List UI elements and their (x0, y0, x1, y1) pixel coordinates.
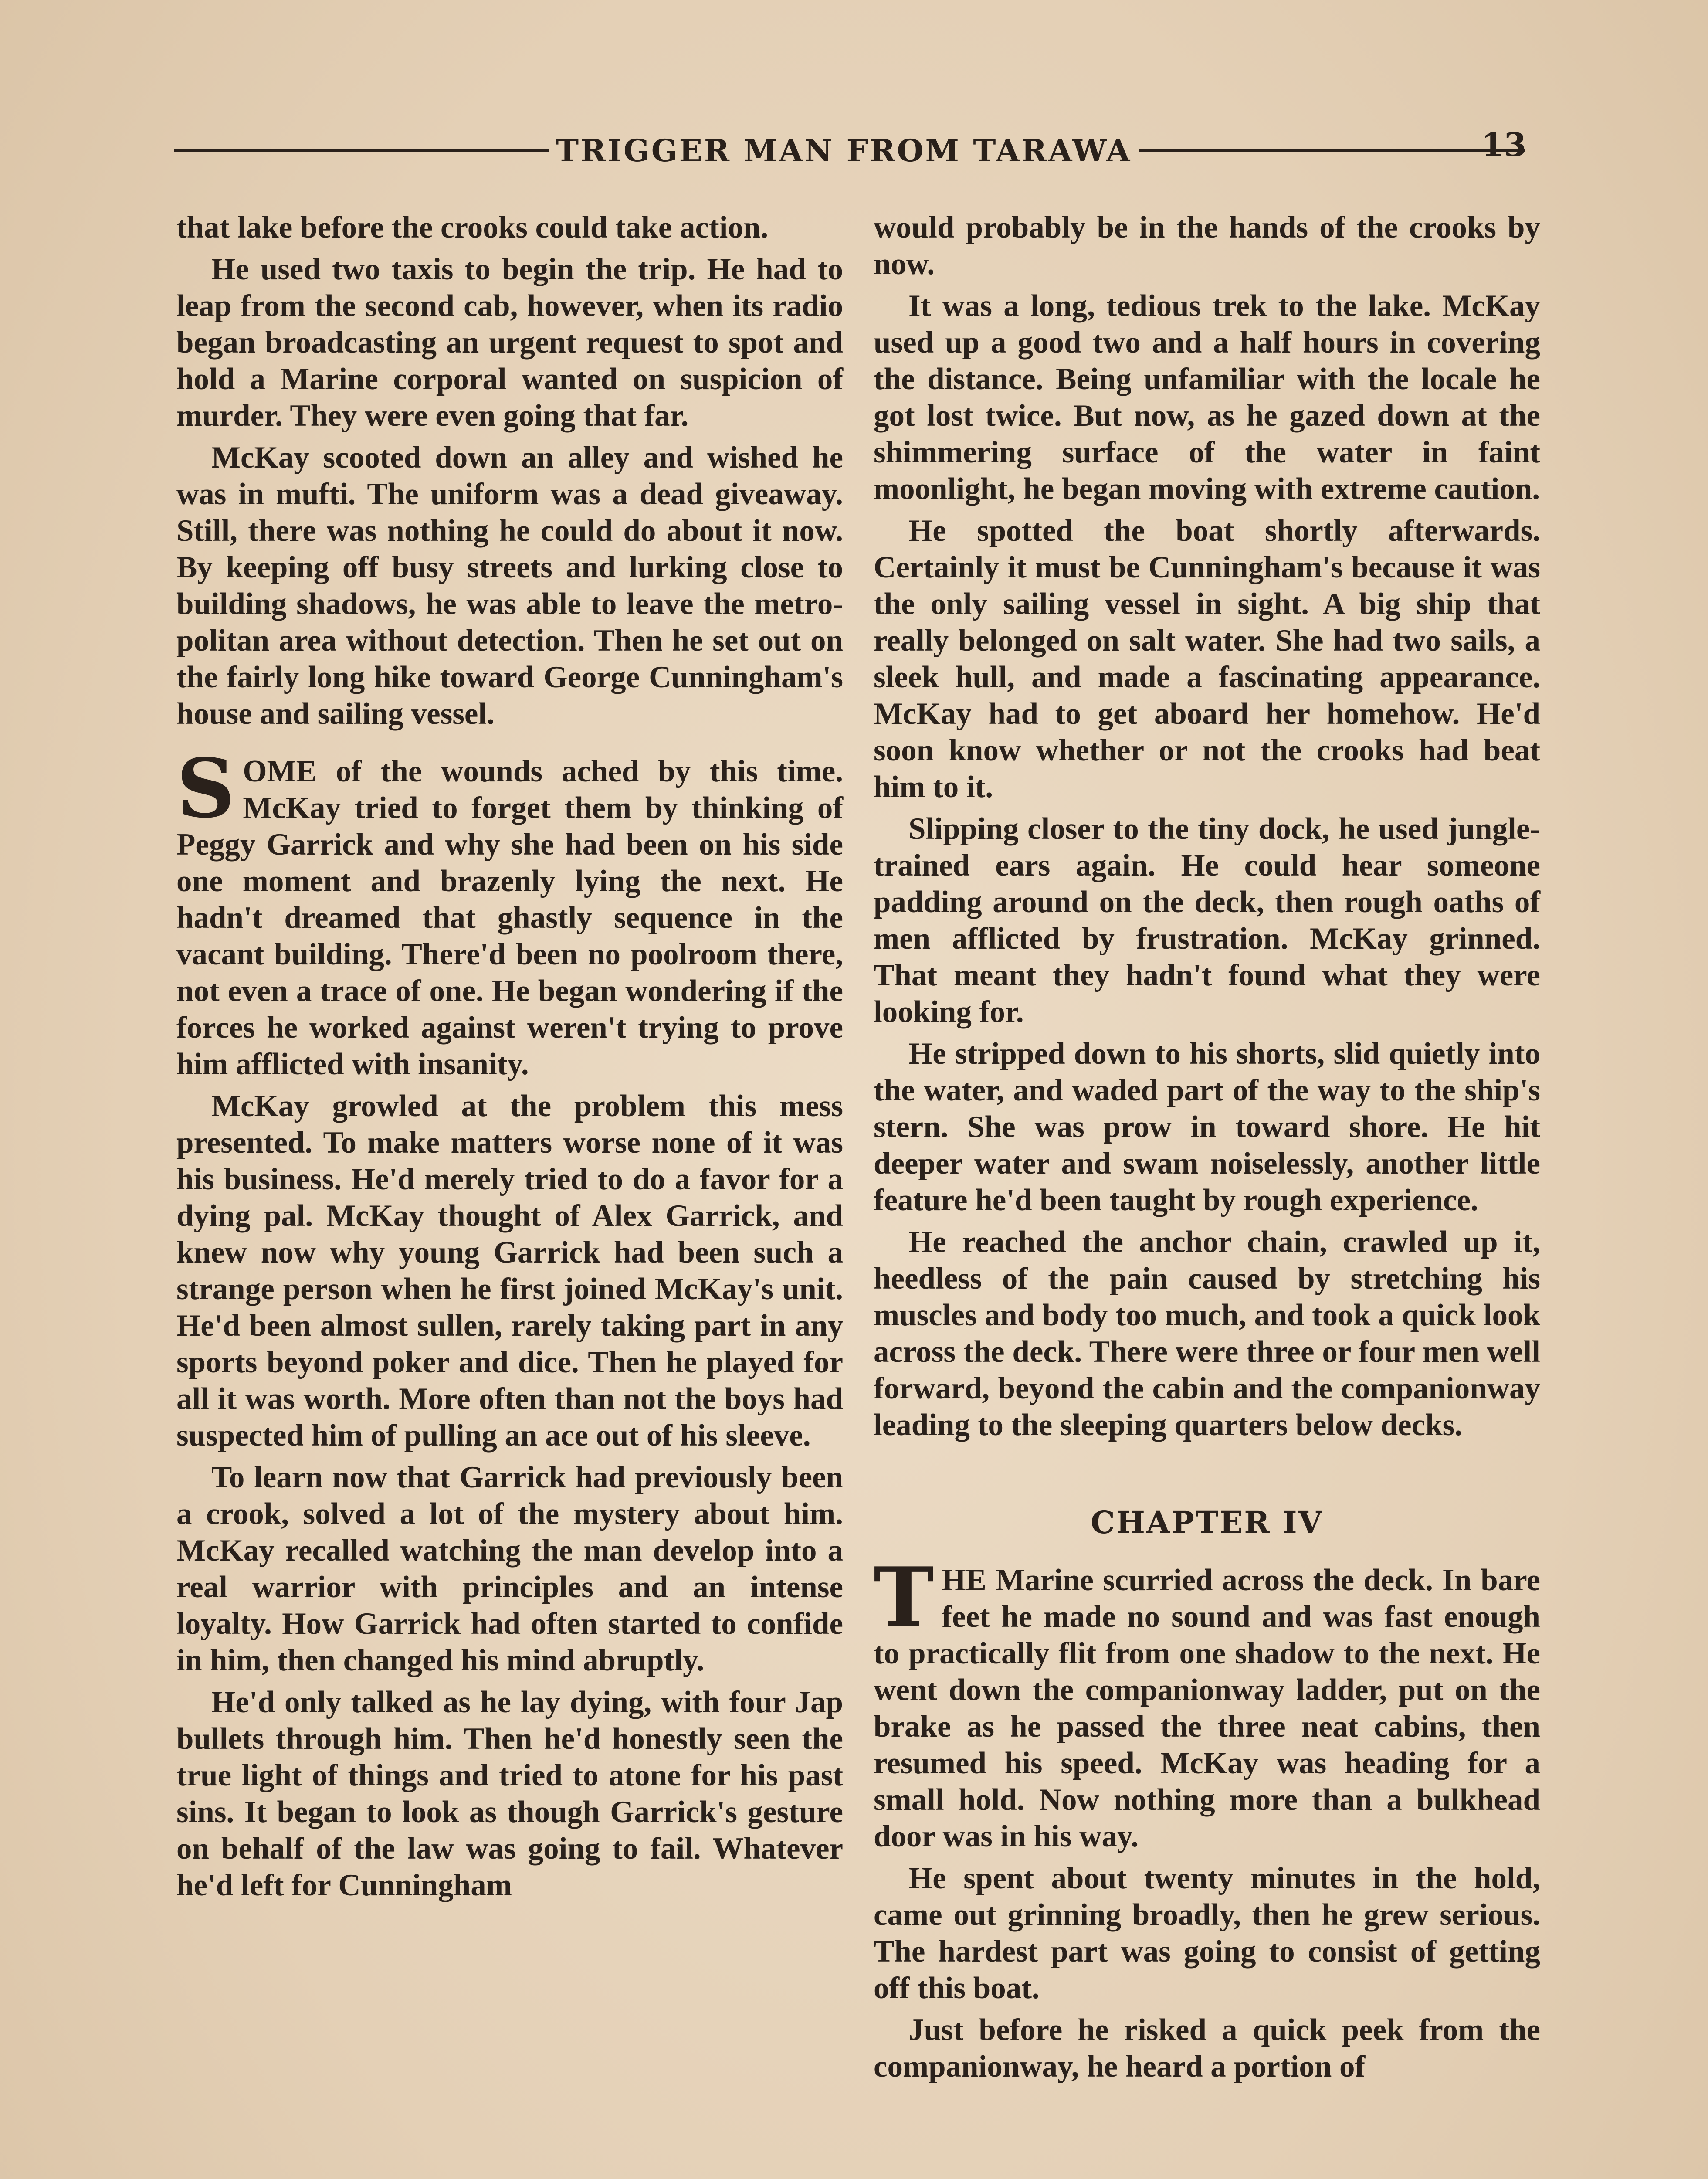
section-paragraph (176, 740, 843, 1083)
paragraph: He reached the anchor chain, crawled up it, heedless of the pain caused by stretching his muscles and body too much, and took a quick look across the deck. There were three or four men well forward, beyond the cabin and the companionway leading to the sleeping quarters below decks. (874, 1225, 1540, 1442)
running-title: TRIGGER MAN FROM TARAWA (556, 132, 1132, 169)
running-header (174, 124, 1525, 176)
paragraph: To learn now that Garrick had previously been a crook, solved a lot of the mystery about him. McKay recalled watching the man develop into a real warrior with principles and an intense loyalty. How Garrick had often started to confide in him, then changed his mind abruptly. (176, 1460, 843, 1677)
paragraph: He used two taxis to begin the trip. He had to leap from the second cab, however, when its radio began broadcasting an urgent request to spot and hold a Marine corporal wanted on suspicion of murder. They were even going that far. (176, 252, 843, 433)
paragraph: He'd only talked as he lay dying, with four Jap bullets through him. Then he'd honestly seen the true light of things and tried to atone for his past sins. It began to look as though Garrick's gesture on behalf of the law was going to fail. Whatever he'd left for Cunningham (176, 1685, 843, 1902)
paragraph-text: OME of the wounds ached by this time. McKay tried to forget them by thinking of Peggy Garrick and why she had been on his side one moment and brazenly lying the next. He hadn't dreamed that ghastly sequence in the vacant building. There'd been no poolroom there, not even a trace of one. He began wondering if the forces he worked against weren't trying to prove him afflicted with insanity. (176, 754, 843, 1081)
paragraph: McKay scooted down an alley and wished he was in mufti. The uniform was a dead giveaway. Still, there was nothing he could do about it now. By keeping off busy streets and lurking close to building shadows, he was able to leave the metropolitan area without detection. Then he set out on the fairly long hike toward George Cunningham's house and sailing vessel. (176, 441, 843, 731)
page-number: 13 (1481, 126, 1526, 164)
paragraph: Just before he risked a quick peek from the companionway, he heard a portion of (874, 2013, 1540, 2084)
paragraph: would probably be in the hands of the crooks by now. (874, 210, 1540, 281)
header-rule-right (1139, 149, 1525, 152)
paragraph: It was a long, tedious trek to the lake. McKay used up a good two and a half hours in covering the distance. Being unfamiliar with the locale he got lost twice. But now, as he gazed down at the shimmering surface of the water in faint moonlight, he began moving with extreme caution. (874, 289, 1540, 506)
paragraph: Slipping closer to the tiny dock, he used jungle-trained ears again. He could hear someone padding around on the deck, then rough oaths of men afflicted by frustration. McKay grinned. That meant they hadn't found what they were looking for. (874, 812, 1540, 1029)
paragraph: He stripped down to his shorts, slid quietly into the water, and waded part of the way to the ship's stern. She was prow in toward shore. He hit deeper water and swam noiselessly, another little feature he'd been taught by rough experience. (874, 1037, 1540, 1217)
left-column (176, 209, 843, 1909)
paragraph: He spent about twenty minutes in the hold, came out grinning broadly, then he grew serious. The hardest part was going to consist of getting off this boat. (874, 1861, 1540, 2005)
right-column (874, 209, 1540, 2090)
paragraph: McKay growled at the problem this mess presented. To make matters worse none of it was his business. He'd merely tried to do a favor for a dying pal. McKay thought of Alex Garrick, and knew now why young Garrick had been such a strange person when he first joined McKay's unit. He'd been almost sullen, rarely taking part in any sports beyond poker and dice. Then he played for all it was worth. More often than not the boys had suspected him of pulling an ace out of his sleeve. (176, 1089, 843, 1453)
paragraph: He spotted the boat shortly afterwards. Certainly it must be Cunningham's because it was the only sailing vessel in sight. A big ship that really belonged on salt water. She had two sails, a sleek hull, and made a fascinating appearance. McKay had to get aboard her homehow. He'd soon know whether or not the crooks had beat him to it. (874, 514, 1540, 804)
chapter-opening-paragraph (874, 1549, 1540, 1855)
drop-cap: T (874, 1549, 934, 1645)
paragraph-text: HE Marine scurried across the deck. In bare feet he made no sound and was fast enough to practically flit from one shadow to the next. He went down the companionway ladder, put on the brake as he passed the three neat cabins, then resumed his speed. McKay was heading for a small hold. Now nothing more than a bulkhead door was in his way. (874, 1563, 1540, 1853)
header-rule-left (174, 149, 549, 152)
paragraph: that lake before the crooks could take action. (176, 210, 769, 244)
drop-cap: S (176, 740, 235, 836)
chapter-heading: CHAPTER IV (1091, 1504, 1323, 1541)
